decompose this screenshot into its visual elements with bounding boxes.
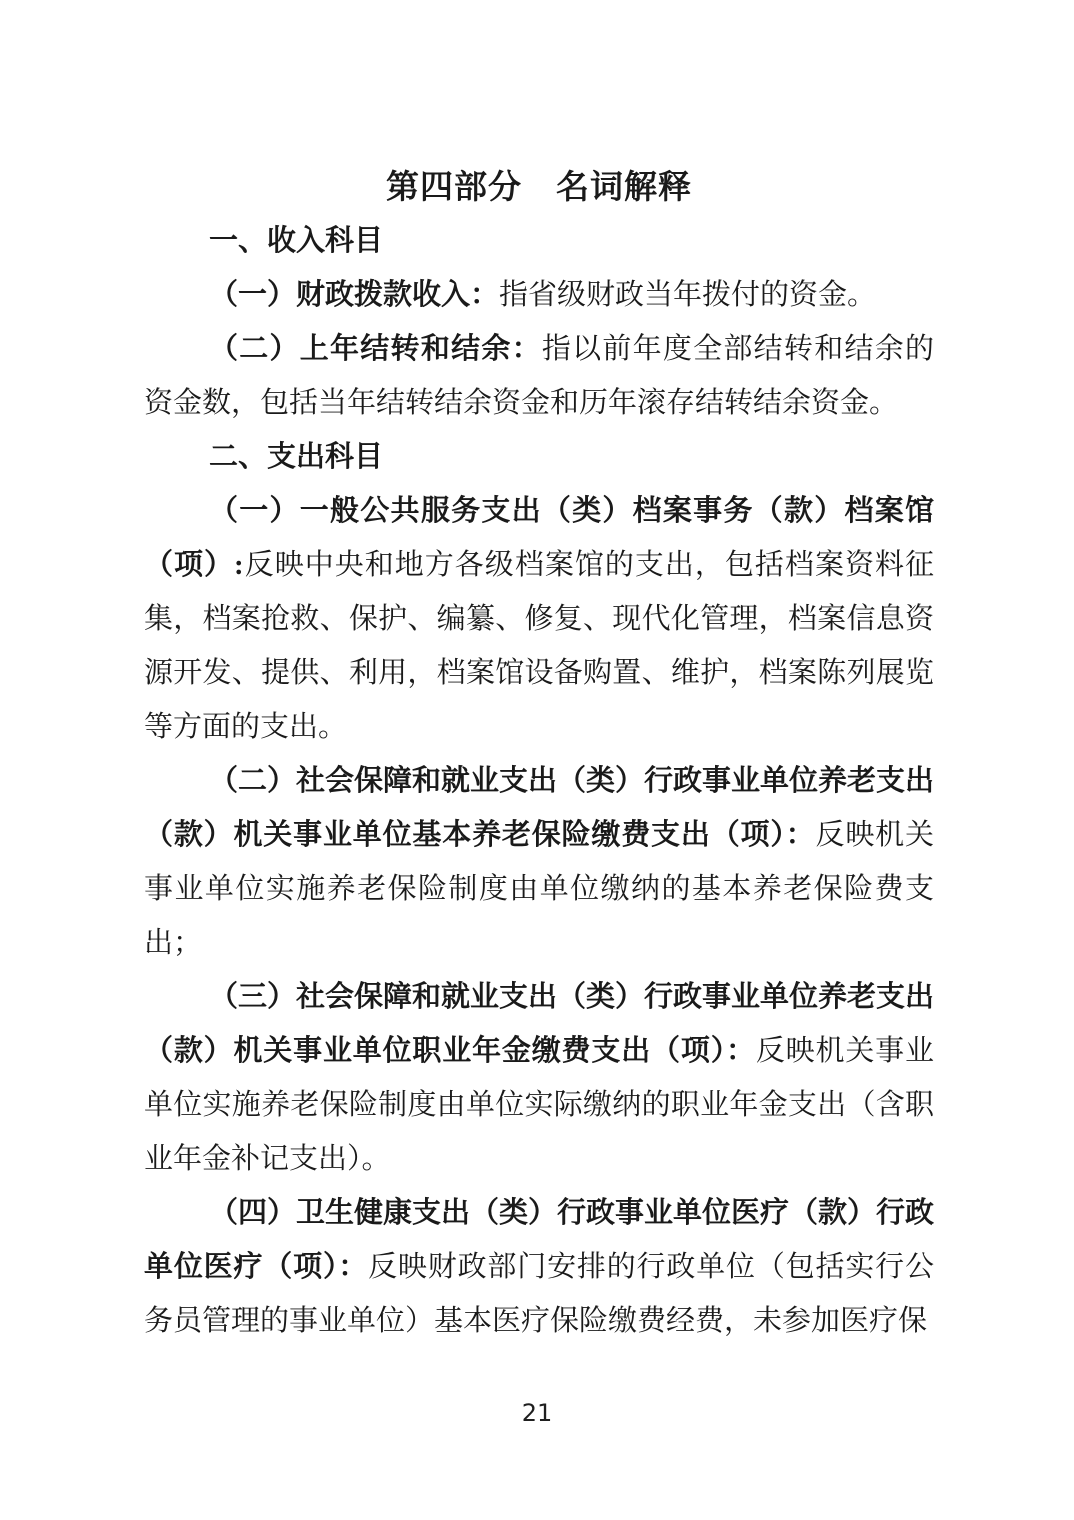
term-expense-archives: （一）一般公共服务支出（类）档案事务（款）档案馆（项）: xyxy=(144,495,934,581)
term-expense-pension-basic: （二）社会保障和就业支出（类）行政事业单位养老支出（款）机关事业单位基本养老保险缴费支出（项）： xyxy=(144,765,935,851)
page-title-part-number: 第四部分 xyxy=(386,168,522,205)
definition-expense-medical: 反映财政部门安排的行政单位（包括实行公务员管理的事业单位）基本医疗保险缴费经费，未参加医疗保 xyxy=(144,1251,934,1337)
term-expense-annuity: （三）社会保障和就业支出（类）行政事业单位养老支出（款）机关事业单位职业年金缴费支出（项）： xyxy=(144,981,935,1067)
page-title-part-name: 名词解释 xyxy=(556,168,692,205)
definition-fiscal-allocation-income: 指省级财政当年拨付的资金。 xyxy=(499,279,877,311)
page-title xyxy=(144,160,934,214)
section-heading-expense xyxy=(144,430,934,484)
term-expense-medical: （四）卫生健康支出（类）行政事业单位医疗（款）行政单位医疗（项）： xyxy=(144,1197,935,1283)
paragraph-expense-archives xyxy=(144,484,934,754)
section-heading-expense-label: 二、支出科目 xyxy=(209,441,384,473)
definition-carryover: 指以前年度全部结转和结余的资金数，包括当年结转结余资金和历年滚存结转结余资金。 xyxy=(144,333,934,419)
paragraph-expense-annuity xyxy=(144,970,934,1186)
document-content xyxy=(144,160,934,1348)
paragraph-expense-medical xyxy=(144,1186,934,1348)
term-fiscal-allocation-income: （一）财政拨款收入： xyxy=(209,279,500,311)
paragraph-fiscal-allocation-income xyxy=(144,268,934,322)
paragraph-expense-pension-basic xyxy=(144,754,934,970)
section-heading-income xyxy=(144,214,934,268)
section-heading-income-label: 一、收入科目 xyxy=(209,225,384,257)
definition-expense-pension-basic: 反映机关事业单位实施养老保险制度由单位缴纳的基本养老保险费支出； xyxy=(144,819,934,959)
paragraph-carryover xyxy=(144,322,934,430)
definition-expense-annuity: 反映机关事业单位实施养老保险制度由单位实际缴纳的职业年金支出（含职业年金补记支出）。 xyxy=(144,1035,934,1175)
term-carryover: （二）上年结转和结余： xyxy=(209,333,542,365)
page-number: 21 xyxy=(521,1399,553,1427)
definition-expense-archives: 反映中央和地方各级档案馆的支出，包括档案资料征集，档案抢救、保护、编纂、修复、现代化管理，档案信息资源开发、提供、利用，档案馆设备购置、维护，档案陈列展览等方面的支出。 xyxy=(144,549,934,743)
